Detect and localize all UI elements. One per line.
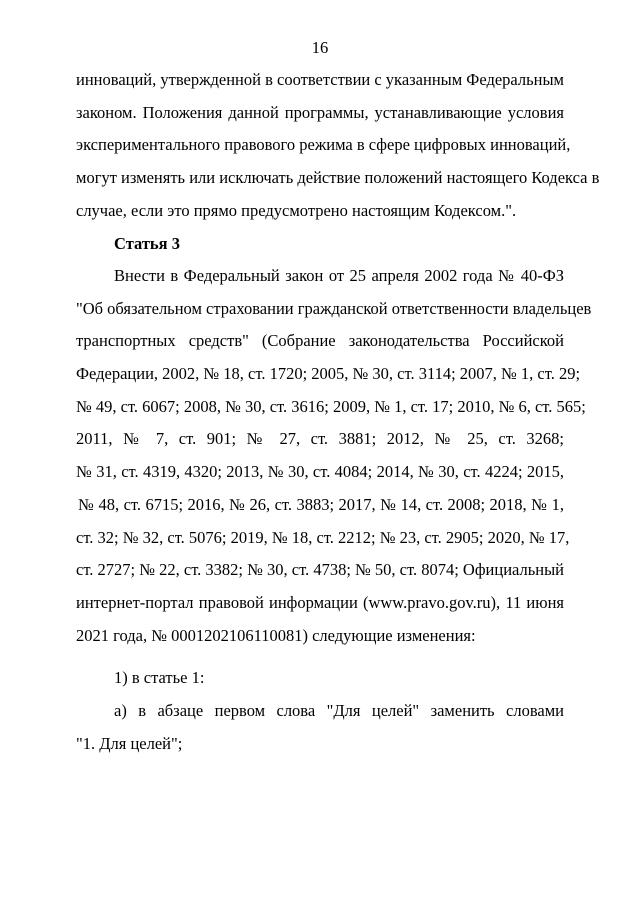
text-line: а) в абзаце первом слова "Для целей" заменить словами (114, 701, 564, 720)
text-line: инноваций, утвержденной в соответствии с указанным Федеральным (76, 70, 564, 89)
text-line: Внести в Федеральный закон от 25 апреля 2002 года № 40-ФЗ (114, 266, 564, 285)
text-line: № 49, ст. 6067; 2008, № 30, ст. 3616; 2009, № 1, ст. 17; 2010, № 6, ст. 565; (76, 396, 586, 416)
article-heading: Статья 3 (114, 234, 180, 253)
article-heading-block (76, 228, 564, 261)
text-line: случае, если это прямо предусмотрено настоящим Кодексом.". (76, 200, 517, 220)
item-a-block (76, 695, 564, 760)
list-item-1: 1) в статье 1: (114, 668, 205, 687)
article-paragraph (76, 260, 592, 652)
text-line: № 31, ст. 4319, 4320; 2013, № 30, ст. 4084; 2014, № 30, ст. 4224; 2015, (76, 462, 564, 482)
text-line: законом. Положения данной программы, устанавливающие условия (76, 102, 564, 122)
text-line: "1. Для целей"; (76, 733, 183, 753)
text-line: экспериментального правового режима в сфере цифровых инноваций, (76, 135, 571, 155)
text-line: 2011, № 7, ст. 901; № 27, ст. 3881; 2012, № 25, ст. 3268; (76, 429, 564, 449)
item-1-block (76, 662, 564, 695)
text-line: могут изменять или исключать действие положений настоящего Кодекса в (76, 168, 600, 188)
page-number: 16 (311, 38, 329, 57)
intro-paragraph (76, 64, 600, 227)
text-line: ст. 2727; № 22, ст. 3382; № 30, ст. 4738; № 50, ст. 8074; Официальный (76, 560, 564, 580)
text-line: интернет-портал правовой информации (www.pravo.gov.ru), 11 июня (76, 592, 564, 612)
text-line: "Об обязательном страховании гражданской ответственности владельцев (76, 298, 592, 318)
text-line: ст. 32; № 32, ст. 5076; 2019, № 18, ст. 2212; № 23, ст. 2905; 2020, № 17, (76, 527, 570, 547)
text-line: № 48, ст. 6715; 2016, № 26, ст. 3883; 2017, № 14, ст. 2008; 2018, № 1, (78, 494, 564, 514)
text-line: транспортных средств" (Собрание законодательства Российской (76, 331, 564, 351)
text-line: 2021 года, № 0001202106110081) следующие изменения: (76, 625, 476, 645)
text-line: Федерации, 2002, № 18, ст. 1720; 2005, № 30, ст. 3114; 2007, № 1, ст. 29; (76, 364, 581, 384)
